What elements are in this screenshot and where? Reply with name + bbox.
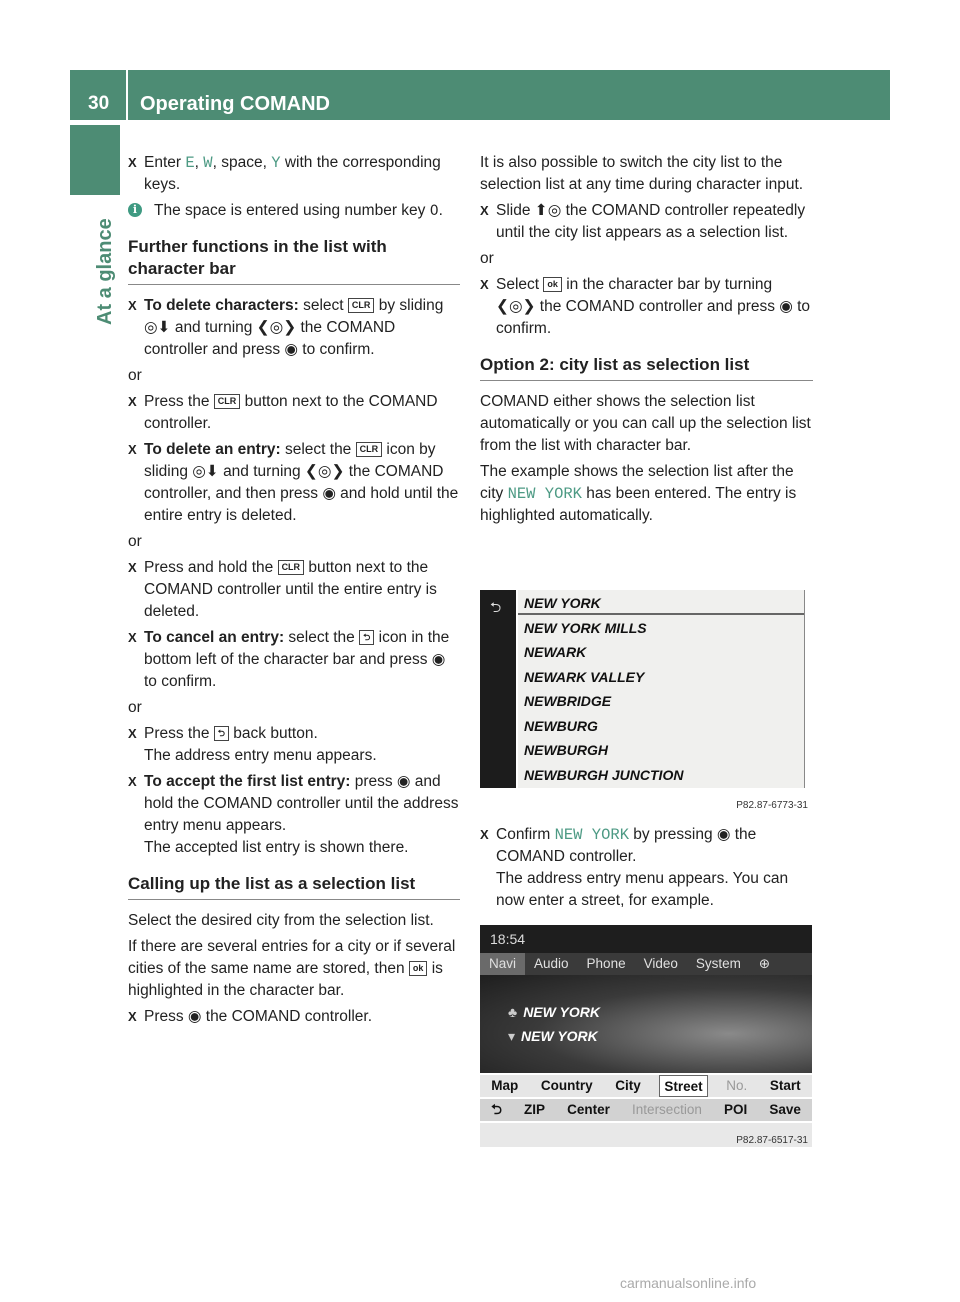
entry-state[interactable]: ▾ NEW YORK <box>508 1028 598 1044</box>
btn-zip[interactable]: ZIP <box>524 1102 546 1117</box>
arrow-icon: X <box>128 630 137 645</box>
back-icon[interactable]: ⮌ <box>490 599 502 615</box>
clr-key-icon: CLR <box>348 298 375 313</box>
list-item[interactable]: NEW YORK <box>518 590 804 615</box>
right-column: It is also possible to switch the city list to the selection list at any time during character input. X Slide ⬆◎ the COMAND controller repeatedly until the city list appears as a selection list. or X Select ok in the character bar by turning ❮◎❯ the COMAND controller and press ◉ to confirm. Option 2: city list as selection list COMAND either shows the selection list automatically or you can call up the selection list from the list with character bar. The example shows the selection list after the city NEW YORK has been entered. The entry is highlighted automatically. <box>480 152 813 531</box>
btn-start[interactable]: Start <box>769 1078 801 1093</box>
map-background <box>480 975 812 1073</box>
back-key-icon: ⮌ <box>214 726 229 741</box>
btn-save[interactable]: Save <box>769 1102 801 1117</box>
arrow-icon: X <box>480 203 489 218</box>
scrollbar[interactable] <box>804 590 812 788</box>
clr-key-icon: CLR <box>214 394 241 409</box>
back-key-icon: ⮌ <box>359 630 374 645</box>
step-accept-entry: X To accept the first list entry: press ◉ and hold the COMAND controller until the address entry menu appears. The accepted list entry is shown there. <box>128 773 459 856</box>
heading-selection-list: Calling up the list as a selection list <box>128 873 460 900</box>
heading-further-functions: Further functions in the list with character bar <box>128 236 460 285</box>
list-item[interactable]: NEW YORK MILLS <box>524 619 647 636</box>
menu-system[interactable]: System <box>695 956 741 971</box>
list-item[interactable]: NEWBURGH <box>524 742 608 758</box>
step-slide: X Slide ⬆◎ the COMAND controller repeatedly until the city list appears as a selection list. <box>480 202 806 241</box>
address-entry-screen <box>480 925 812 1147</box>
step-delete-characters: X To delete characters: select CLR by sliding ◎⬇ and turning ❮◎❯ the COMAND controller and press ◉ to confirm. <box>128 297 444 358</box>
btn-street[interactable]: Street <box>659 1075 707 1097</box>
address-bar <box>480 1075 812 1097</box>
menu-video[interactable]: Video <box>643 956 678 971</box>
step-select-ok: X Select ok in the character bar by turning ❮◎❯ the COMAND controller and press ◉ to confirm. <box>480 276 811 337</box>
list-item[interactable]: NEWBRIDGE <box>524 693 612 709</box>
page-header <box>70 70 890 120</box>
step-back-button: X Press the ⮌ back button. The address entry menu appears. <box>128 725 377 764</box>
entry-city[interactable]: ♣ NEW YORK <box>508 1004 600 1020</box>
arrow-icon: X <box>480 827 489 842</box>
clr-key-icon: CLR <box>356 442 383 457</box>
arrow-icon: X <box>128 1009 137 1024</box>
list-item[interactable]: NEWARK <box>524 644 587 660</box>
header-divider <box>126 70 128 120</box>
clr-key-icon: CLR <box>278 560 305 575</box>
btn-city[interactable]: City <box>615 1078 641 1093</box>
page-title: Operating COMAND <box>140 93 330 115</box>
arrow-icon: X <box>128 394 137 409</box>
btn-map[interactable]: Map <box>491 1078 519 1093</box>
btn-center[interactable]: Center <box>567 1102 610 1117</box>
ok-key-icon: ok <box>543 277 562 292</box>
selection-list-screen <box>480 590 812 815</box>
page-number: 30 <box>88 93 110 114</box>
step-press-clr: X Press the CLR button next to the COMAND controller. <box>128 393 438 432</box>
arrow-icon: X <box>128 155 137 170</box>
list-item[interactable]: NEWARK VALLEY <box>524 668 645 685</box>
btn-poi[interactable]: POI <box>723 1102 748 1117</box>
btn-number[interactable]: No. <box>726 1078 748 1093</box>
list-item[interactable]: NEWBURGH JUNCTION <box>524 766 684 783</box>
step-hold-clr: X Press and hold the CLR button next to the COMAND controller until the entire entry is deleted. <box>128 559 437 620</box>
btn-country[interactable]: Country <box>540 1078 593 1093</box>
step-delete-entry: X To delete an entry: select the CLR icon by sliding ◎⬇ and turning ❮◎❯ the COMAND controller, and then press ◉ and hold until the entire entry is deleted. <box>128 441 459 524</box>
figure-code: P82.87-6517-31 <box>736 1135 808 1146</box>
right-column-lower <box>480 824 813 916</box>
state-icon: ▾ <box>508 1028 516 1044</box>
info-icon: i <box>128 203 142 217</box>
city-list <box>518 590 804 788</box>
arrow-icon: X <box>128 298 137 313</box>
main-menu <box>480 953 812 975</box>
arrow-icon: X <box>128 442 137 457</box>
clock: 18:54 <box>490 931 526 947</box>
menu-audio[interactable]: Audio <box>534 956 569 971</box>
step-enter: X Enter E, W, space, Y with the corresponding keys. <box>128 154 441 193</box>
arrow-icon: X <box>128 726 137 741</box>
globe-icon[interactable]: ⊕ <box>758 956 771 971</box>
step-cancel-entry: X To cancel an entry: select the ⮌ icon in the bottom left of the character bar and press ◉ to confirm. <box>128 629 450 690</box>
step-confirm: X Confirm NEW YORK by pressing ◉ the COMAND controller. The address entry menu appears. You can now enter a street, for example. <box>480 826 789 909</box>
arrow-icon: X <box>128 560 137 575</box>
side-label-box <box>72 205 122 335</box>
info-note: i The space is entered using number key 0. <box>128 200 460 222</box>
step-press-controller: X Press ◉ the COMAND controller. <box>128 1006 460 1028</box>
side-label: At a glance <box>94 218 116 325</box>
figure-code: P82.87-6773-31 <box>736 800 808 811</box>
city-icon: ♣ <box>508 1004 518 1020</box>
ok-key-icon: ok <box>409 961 428 976</box>
list-item[interactable]: NEWBURG <box>524 717 598 734</box>
watermark: carmanualsonline.info <box>620 1275 757 1291</box>
back-icon[interactable]: ⮌ <box>491 1102 502 1117</box>
heading-option-2: Option 2: city list as selection list <box>480 354 813 381</box>
screen-left-bar <box>480 590 516 788</box>
btn-intersection[interactable]: Intersection <box>632 1102 702 1117</box>
arrow-icon: X <box>480 277 489 292</box>
side-tab <box>70 125 120 195</box>
left-column: X Enter E, W, space, Y with the corresponding keys. i The space is entered using number key 0. Further functions in the list with character bar X To delete characters: select CLR by sliding ◎⬇ and turning ❮◎❯ the COMAND controller and press ◉ to confirm. or X Press the CLR button next to the COMAND controller. X To delete an entry: select the CLR icon by sliding ◎⬇ and turning ❮◎❯ the COMAND controller, and then press ◉ and hold until the entire entry is deleted. or X Press and hold the CLR button next to the COMAND controller until the entire entry is deleted. X To cancel an entry: select the ⮌ icon in the bottom left of the character bar and press ◉ to confirm. or X Press the ⮌ back button. The address entry menu appears. X To accept the first list entry: press ◉ and hold the COMAND controller until the address entry menu appears. The accepted list entry is shown there. Calling up the list as a selection list Select the desired city from the selection list. If there are several entries for a city or if several cities of the same name are stored, then ok is highlighted in the character bar. X Press ◉ the COMAND controller. <box>128 152 460 1032</box>
menu-navi[interactable]: Navi <box>480 953 525 975</box>
menu-phone[interactable]: Phone <box>586 956 626 971</box>
arrow-icon: X <box>128 774 137 789</box>
address-bar-2 <box>480 1099 812 1121</box>
